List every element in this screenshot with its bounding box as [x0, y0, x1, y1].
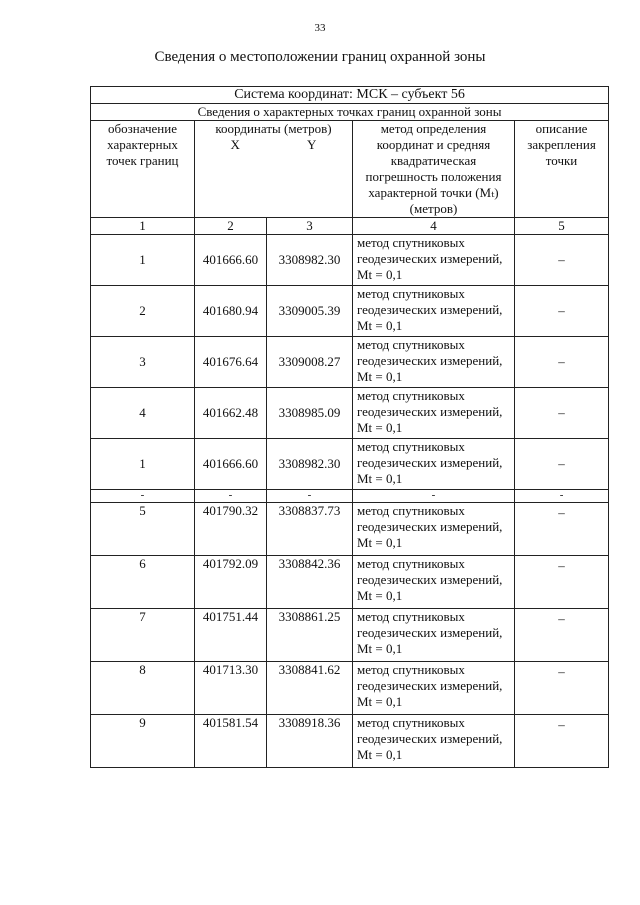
description-cell: – [515, 286, 609, 337]
page-title: Сведения о местоположении границ охранной зоны [154, 49, 486, 65]
point-cell: 9 [91, 715, 195, 768]
description-cell: – [515, 503, 609, 556]
header-row [91, 121, 609, 218]
description-cell: – [515, 715, 609, 768]
x-cell: 401662.48 [195, 388, 267, 439]
header-method: метод определения координат и средняя квадратическая погрешность положения характерной точки (Mₜ) (метров) [353, 121, 515, 218]
table-row [91, 286, 609, 337]
y-cell: 3309005.39 [267, 286, 353, 337]
method-cell: метод спутниковых геодезических измерений, Mt = 0,1 [353, 503, 515, 556]
caption-row [91, 104, 609, 121]
y-cell: 3308842.36 [267, 556, 353, 609]
page-number: 33 [314, 22, 326, 34]
header-point: обозначение характерных точек границ [91, 121, 195, 218]
method-cell: метод спутниковых геодезических измерений, Mt = 0,1 [353, 337, 515, 388]
table-row [91, 439, 609, 490]
y-cell: 3309008.27 [267, 337, 353, 388]
separator-cell: - [91, 490, 195, 503]
separator-cell: - [515, 490, 609, 503]
point-cell: 1 [91, 235, 195, 286]
method-cell: метод спутниковых геодезических измерений, Mt = 0,1 [353, 286, 515, 337]
x-cell: 401713.30 [195, 662, 267, 715]
x-cell: 401666.60 [195, 439, 267, 490]
table-row [91, 609, 609, 662]
description-cell: – [515, 388, 609, 439]
table-body [91, 87, 609, 768]
description-cell: – [515, 235, 609, 286]
y-cell: 3308982.30 [267, 439, 353, 490]
y-cell: 3308985.09 [267, 388, 353, 439]
y-cell: 3308861.25 [267, 609, 353, 662]
column-number-row [91, 218, 609, 235]
description-cell: – [515, 439, 609, 490]
separator-row [91, 490, 609, 503]
description-cell: – [515, 556, 609, 609]
column-number: 4 [353, 218, 515, 235]
y-cell: 3308918.36 [267, 715, 353, 768]
header-y: Y [307, 137, 317, 152]
table-row [91, 715, 609, 768]
point-cell: 6 [91, 556, 195, 609]
x-cell: 401666.60 [195, 235, 267, 286]
method-cell: метод спутниковых геодезических измерений, Mt = 0,1 [353, 439, 515, 490]
method-cell: метод спутниковых геодезических измерений, Mt = 0,1 [353, 388, 515, 439]
point-cell: 4 [91, 388, 195, 439]
header-coords [195, 121, 353, 218]
separator-cell: - [195, 490, 267, 503]
y-cell: 3308841.62 [267, 662, 353, 715]
table-row [91, 662, 609, 715]
point-cell: 2 [91, 286, 195, 337]
method-cell: метод спутниковых геодезических измерений, Mt = 0,1 [353, 609, 515, 662]
points-caption: Сведения о характерных точках границ охранной зоны [91, 104, 609, 121]
point-cell: 3 [91, 337, 195, 388]
y-cell: 3308837.73 [267, 503, 353, 556]
description-cell: – [515, 609, 609, 662]
table-row [91, 388, 609, 439]
table-row [91, 556, 609, 609]
header-description: описание закрепления точки [515, 121, 609, 218]
header-x: X [230, 137, 240, 152]
method-cell: метод спутниковых геодезических измерений, Mt = 0,1 [353, 662, 515, 715]
method-cell: метод спутниковых геодезических измерений, Mt = 0,1 [353, 715, 515, 768]
point-cell: 8 [91, 662, 195, 715]
table-row [91, 503, 609, 556]
header-coords-label: координаты (метров) [215, 121, 332, 136]
column-number: 2 [195, 218, 267, 235]
column-number: 5 [515, 218, 609, 235]
x-cell: 401581.54 [195, 715, 267, 768]
point-cell: 5 [91, 503, 195, 556]
description-cell: – [515, 337, 609, 388]
table-row [91, 337, 609, 388]
column-number: 3 [267, 218, 353, 235]
point-cell: 7 [91, 609, 195, 662]
method-cell: метод спутниковых геодезических измерений, Mt = 0,1 [353, 556, 515, 609]
method-cell: метод спутниковых геодезических измерений, Mt = 0,1 [353, 235, 515, 286]
description-cell: – [515, 662, 609, 715]
x-cell: 401751.44 [195, 609, 267, 662]
point-cell: 1 [91, 439, 195, 490]
coordinates-table [90, 86, 609, 768]
x-cell: 401790.32 [195, 503, 267, 556]
x-cell: 401792.09 [195, 556, 267, 609]
separator-cell: - [353, 490, 515, 503]
x-cell: 401680.94 [195, 286, 267, 337]
table-row [91, 235, 609, 286]
caption-row [91, 87, 609, 104]
separator-cell: - [267, 490, 353, 503]
coordinate-system-caption: Система координат: МСК – субъект 56 [91, 87, 609, 104]
column-number: 1 [91, 218, 195, 235]
x-cell: 401676.64 [195, 337, 267, 388]
y-cell: 3308982.30 [267, 235, 353, 286]
